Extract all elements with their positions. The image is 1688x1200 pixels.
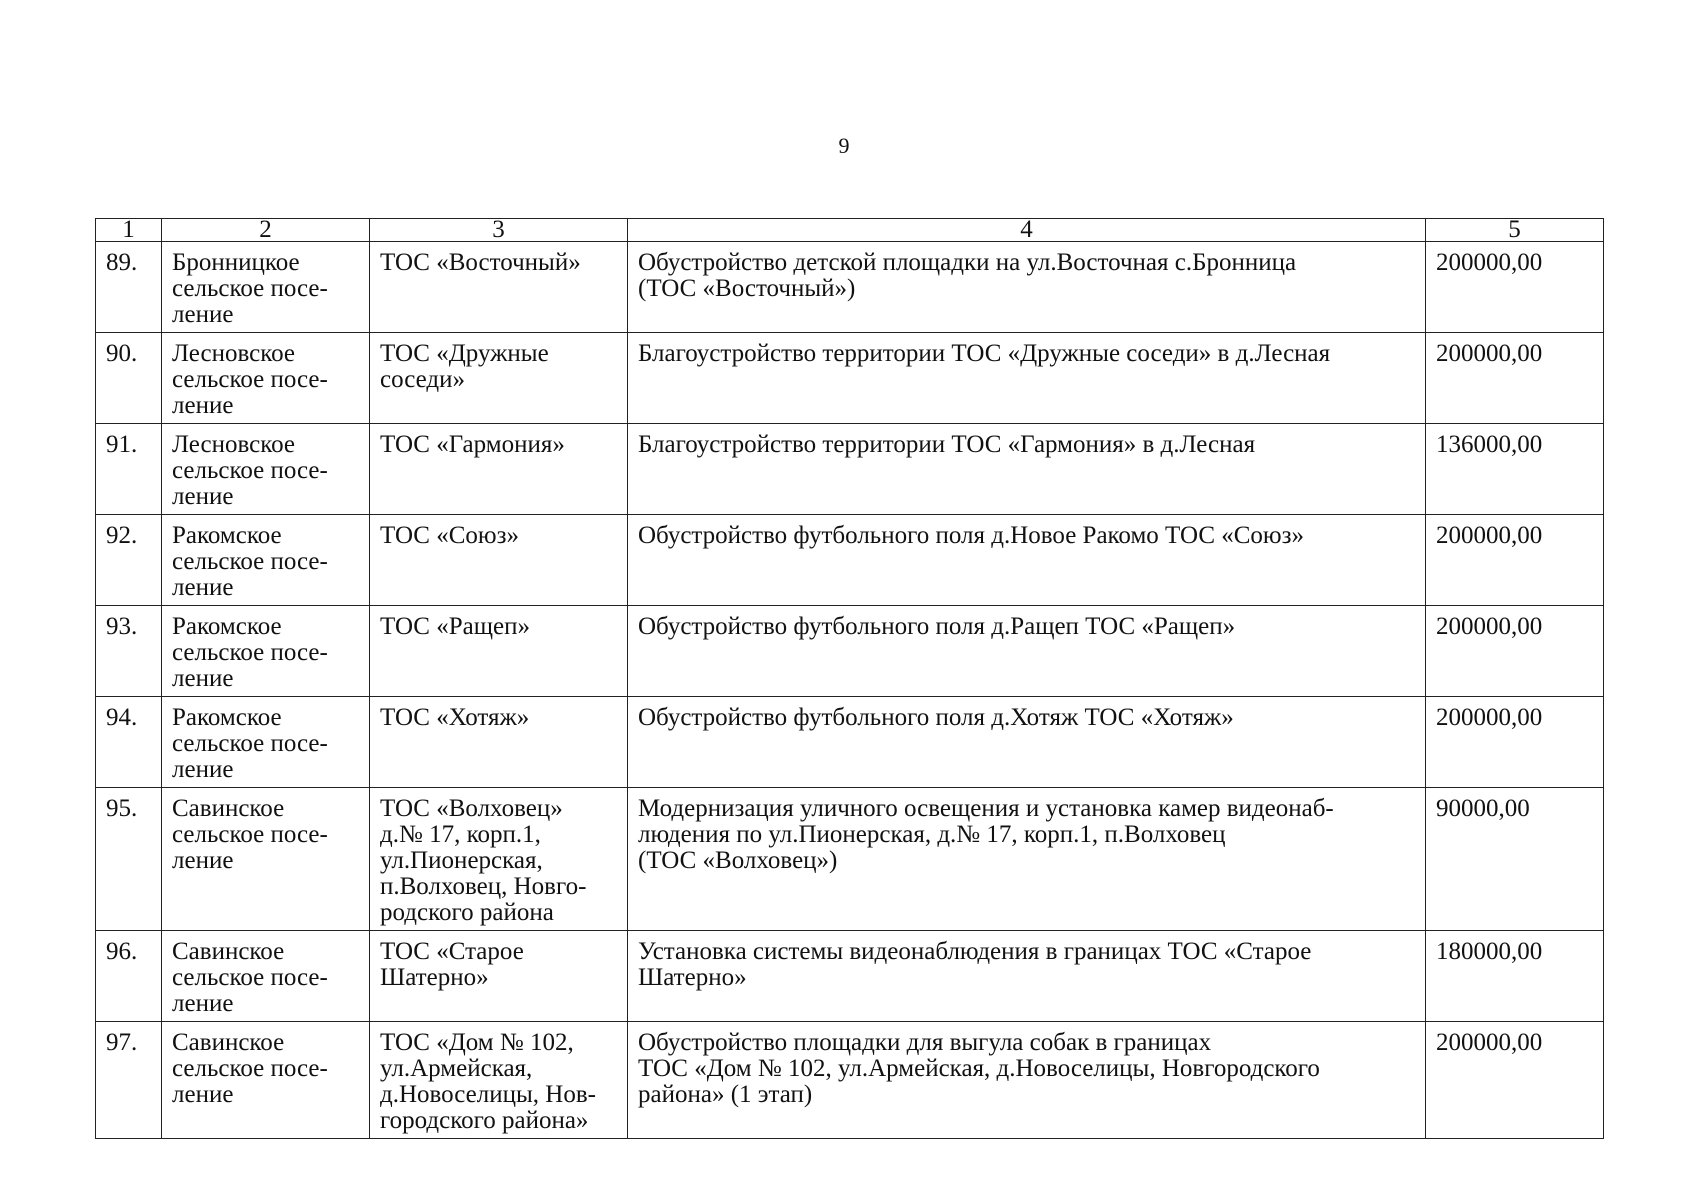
header-col-4: 4	[628, 219, 1426, 242]
row-number: 97.	[96, 1022, 162, 1139]
header-row	[96, 219, 1604, 242]
tos-cell: ТОС «Дом № 102, ул.Армейская, д.Новоселицы, Нов- городского района»	[370, 1022, 628, 1139]
row-number: 95.	[96, 788, 162, 931]
description-cell: Обустройство футбольного поля д.Хотяж ТОС «Хотяж»	[628, 697, 1426, 788]
settlement-cell: Ракомское сельское посе- ление	[162, 515, 370, 606]
amount-cell: 200000,00	[1426, 697, 1604, 788]
row-number: 91.	[96, 424, 162, 515]
row-number: 89.	[96, 242, 162, 333]
page-number: 9	[838, 133, 850, 158]
table-body	[96, 242, 1604, 1139]
header-col-3: 3	[370, 219, 628, 242]
tos-cell: ТОС «Ращеп»	[370, 606, 628, 697]
table-header	[96, 219, 1604, 242]
tos-cell: ТОС «Дружные соседи»	[370, 333, 628, 424]
table-row	[96, 333, 1604, 424]
description-cell: Благоустройство территории ТОС «Гармония» в д.Лесная	[628, 424, 1426, 515]
description-cell: Обустройство детской площадки на ул.Восточная с.Бронница (ТОС «Восточный»)	[628, 242, 1426, 333]
description-cell: Модернизация уличного освещения и установка камер видеонаб- людения по ул.Пионерская, д.№ 17, корп.1, п.Волховец (ТОС «Волховец»)	[628, 788, 1426, 931]
settlement-cell: Ракомское сельское посе- ление	[162, 697, 370, 788]
settlement-cell: Савинское сельское посе- ление	[162, 788, 370, 931]
row-number: 94.	[96, 697, 162, 788]
tos-cell: ТОС «Старое Шатерно»	[370, 931, 628, 1022]
header-col-2: 2	[162, 219, 370, 242]
table-row	[96, 606, 1604, 697]
tos-cell: ТОС «Восточный»	[370, 242, 628, 333]
settlement-cell: Лесновское сельское посе- ление	[162, 333, 370, 424]
settlement-cell: Ракомское сельское посе- ление	[162, 606, 370, 697]
amount-cell: 136000,00	[1426, 424, 1604, 515]
row-number: 92.	[96, 515, 162, 606]
settlement-cell: Лесновское сельское посе- ление	[162, 424, 370, 515]
amount-cell: 200000,00	[1426, 333, 1604, 424]
tos-cell: ТОС «Волховец» д.№ 17, корп.1, ул.Пионерская, п.Волховец, Новго- родского района	[370, 788, 628, 931]
tos-cell: ТОС «Хотяж»	[370, 697, 628, 788]
table-row	[96, 242, 1604, 333]
description-cell: Установка системы видеонаблюдения в границах ТОС «Старое Шатерно»	[628, 931, 1426, 1022]
table-row	[96, 697, 1604, 788]
settlement-cell: Савинское сельское посе- ление	[162, 1022, 370, 1139]
amount-cell: 90000,00	[1426, 788, 1604, 931]
header-col-5: 5	[1426, 219, 1604, 242]
amount-cell: 200000,00	[1426, 1022, 1604, 1139]
amount-cell: 200000,00	[1426, 515, 1604, 606]
row-number: 90.	[96, 333, 162, 424]
settlement-cell: Савинское сельское посе- ление	[162, 931, 370, 1022]
row-number: 93.	[96, 606, 162, 697]
table-row	[96, 515, 1604, 606]
tos-cell: ТОС «Союз»	[370, 515, 628, 606]
description-cell: Обустройство площадки для выгула собак в границах ТОС «Дом № 102, ул.Армейская, д.Новоселицы, Новгородского района» (1 этап)	[628, 1022, 1426, 1139]
header-col-1: 1	[96, 219, 162, 242]
table-row	[96, 931, 1604, 1022]
amount-cell: 200000,00	[1426, 242, 1604, 333]
description-cell: Обустройство футбольного поля д.Ращеп ТОС «Ращеп»	[628, 606, 1426, 697]
table-row	[96, 788, 1604, 931]
settlement-cell: Бронницкое сельское посе- ление	[162, 242, 370, 333]
tos-cell: ТОС «Гармония»	[370, 424, 628, 515]
amount-cell: 180000,00	[1426, 931, 1604, 1022]
grant-table	[95, 218, 1604, 1139]
row-number: 96.	[96, 931, 162, 1022]
table-row	[96, 1022, 1604, 1139]
amount-cell: 200000,00	[1426, 606, 1604, 697]
description-cell: Обустройство футбольного поля д.Новое Ракомо ТОС «Союз»	[628, 515, 1426, 606]
description-cell: Благоустройство территории ТОС «Дружные соседи» в д.Лесная	[628, 333, 1426, 424]
table-row	[96, 424, 1604, 515]
